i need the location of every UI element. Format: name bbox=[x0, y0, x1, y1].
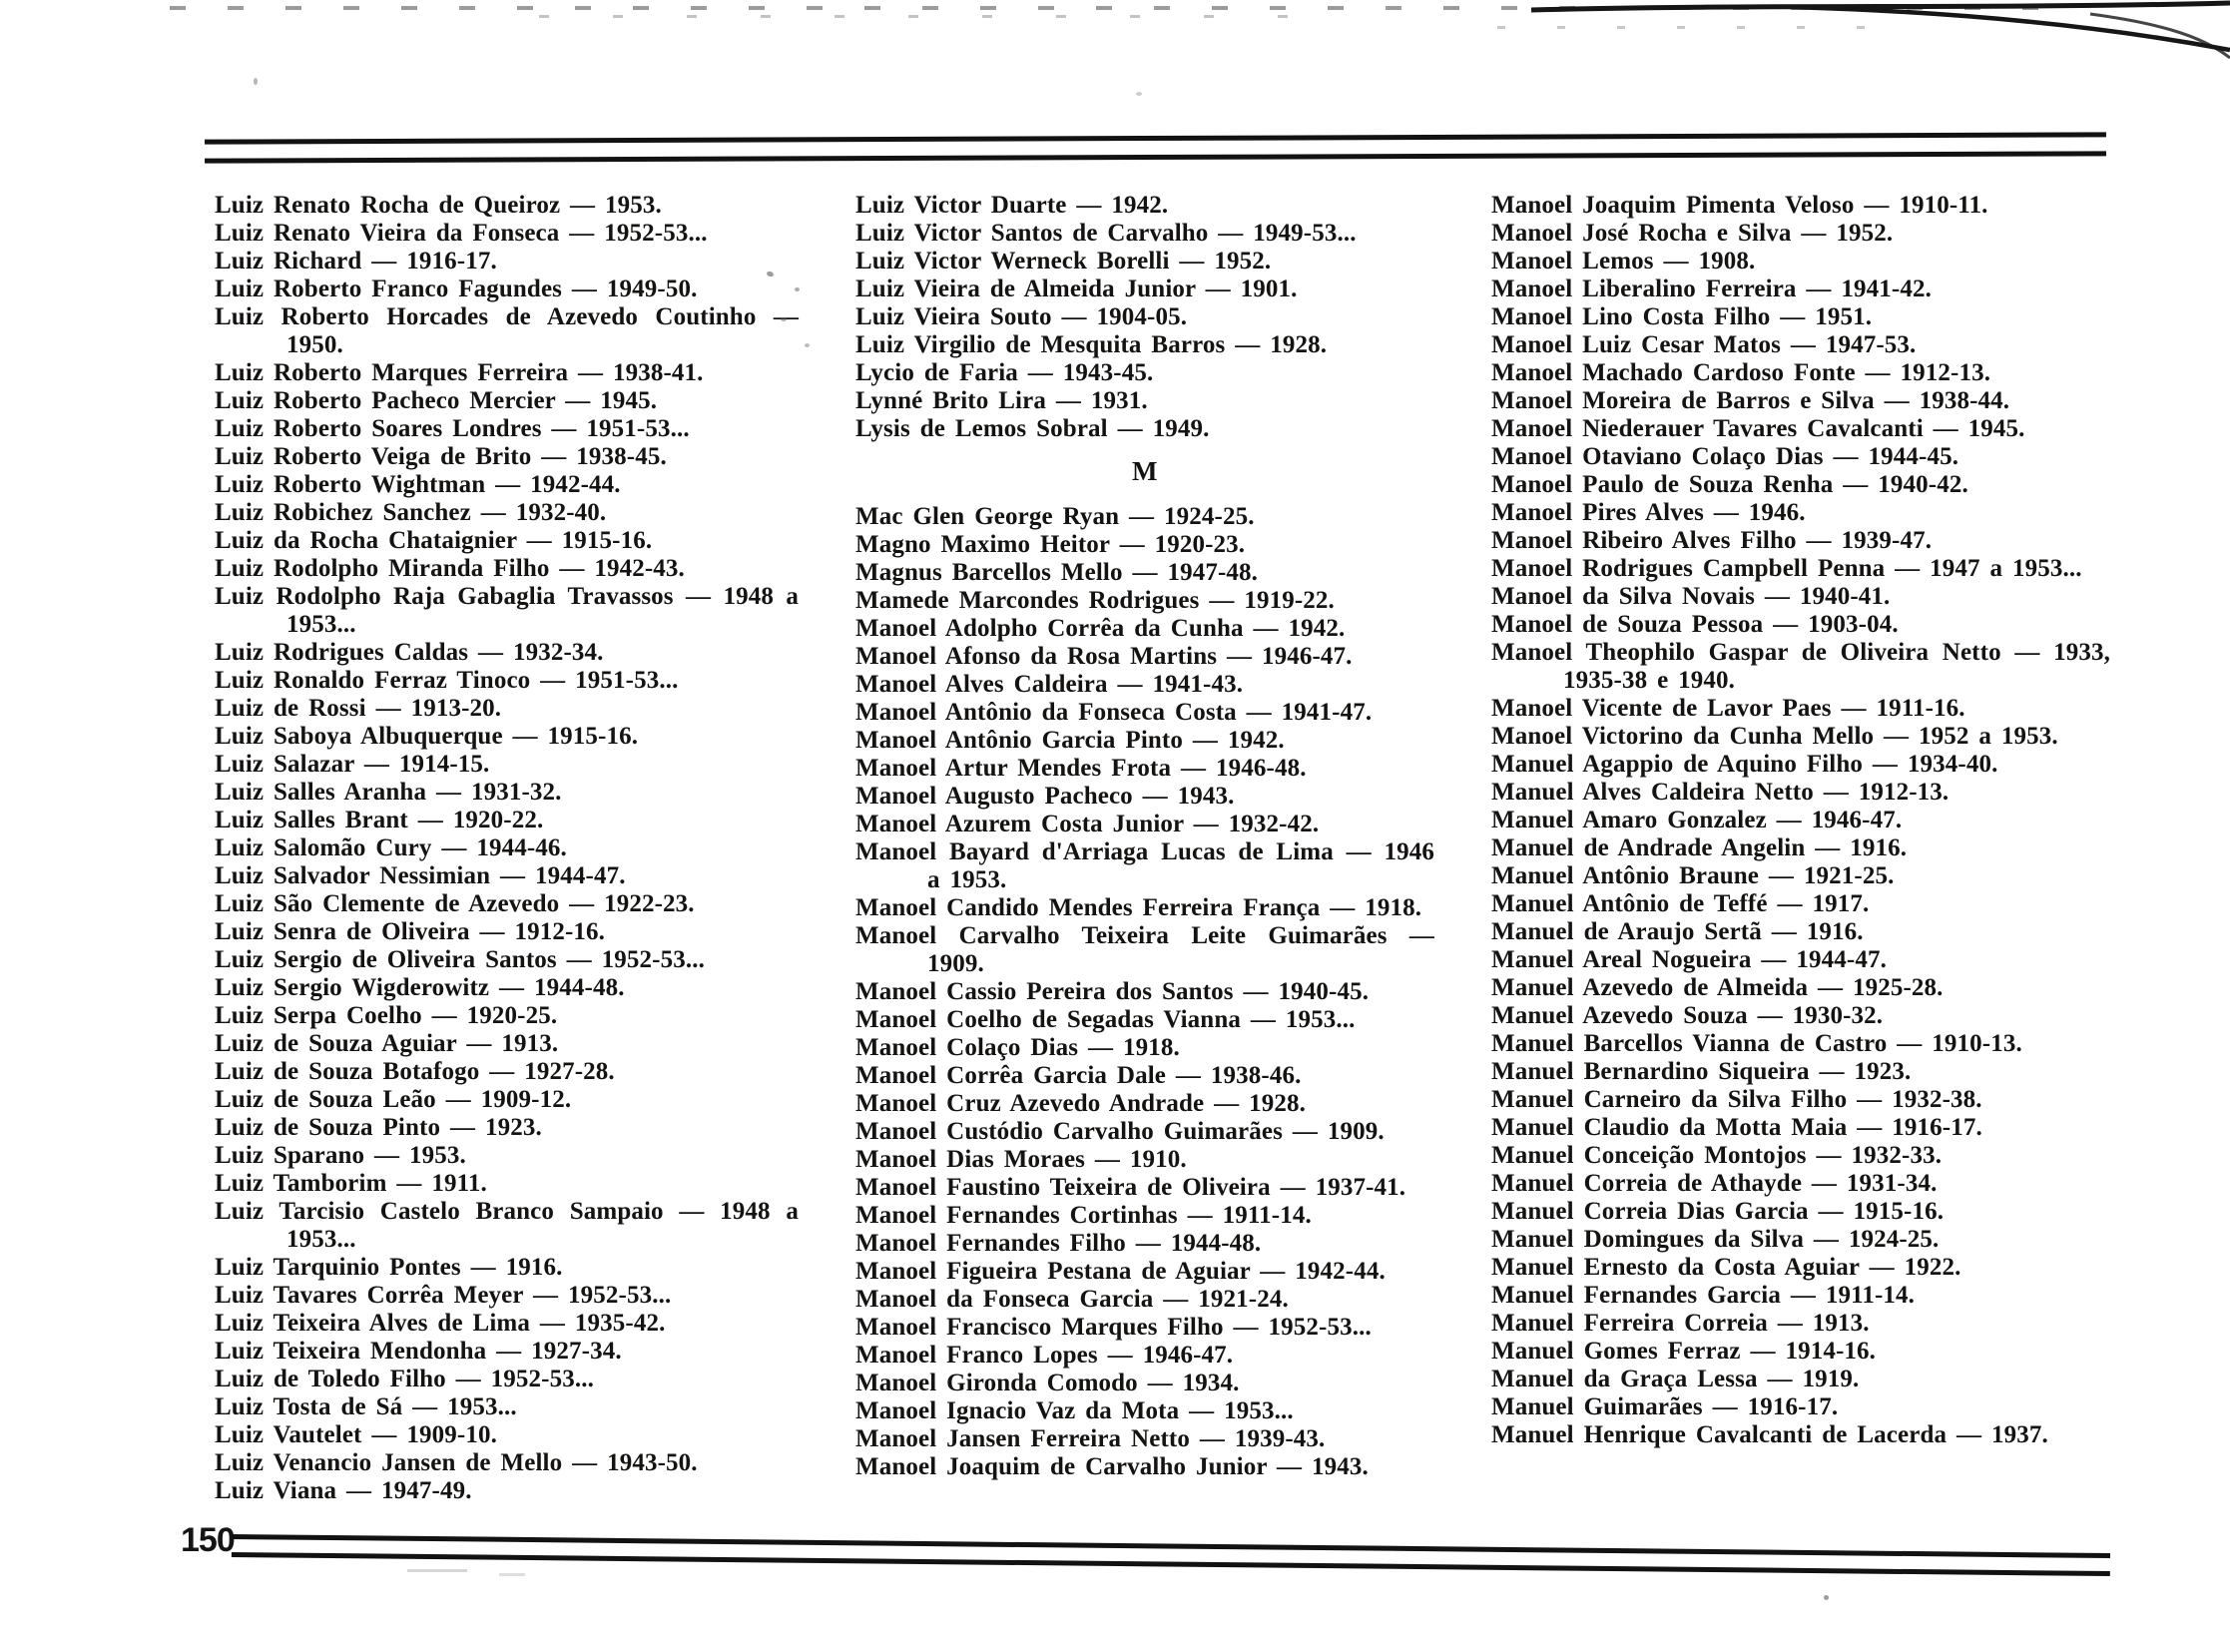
directory-entry: Luiz Viana — 1947-49. bbox=[215, 1477, 472, 1504]
directory-entry: Manoel Ignacio Vaz da Mota — 1953... bbox=[855, 1397, 1294, 1424]
scan-speck bbox=[254, 78, 258, 85]
directory-entry: Manuel Alves Caldeira Netto — 1912-13. bbox=[1491, 779, 1950, 806]
directory-entry: Manoel Cruz Azevedo Andrade — 1928. bbox=[855, 1090, 1307, 1117]
directory-entry: Manoel Victorino da Cunha Mello — 1952 a 1953. bbox=[1491, 723, 2058, 750]
directory-entry: Luiz de Toledo Filho — 1952-53... bbox=[215, 1366, 595, 1392]
directory-entry: Manoel Bayard d'Arriaga Lucas de Lima — 1946 a 1953. bbox=[855, 838, 1434, 893]
directory-entry: Manoel Fernandes Filho — 1944-48. bbox=[855, 1230, 1262, 1257]
scan-speck bbox=[407, 1569, 467, 1572]
directory-entry: Luiz Senra de Oliveira — 1912-16. bbox=[215, 918, 606, 945]
directory-entry: Manoel Lino Costa Filho — 1951. bbox=[1491, 303, 1873, 330]
directory-entry: Luiz da Rocha Chataignier — 1915-16. bbox=[215, 527, 653, 554]
directory-entry: Manoel Joaquim Pimenta Veloso — 1910-11. bbox=[1491, 192, 1988, 219]
directory-entry: Manoel José Rocha e Silva — 1952. bbox=[1491, 220, 1894, 247]
top-double-rule bbox=[205, 132, 2106, 163]
directory-entry: Manoel Otaviano Colaço Dias — 1944-45. bbox=[1491, 443, 1959, 470]
directory-entry: Manuel Agappio de Aquino Filho — 1934-40. bbox=[1491, 751, 1998, 778]
directory-entry: Manoel Francisco Marques Filho — 1952-53... bbox=[855, 1314, 1372, 1341]
directory-entry: Manoel Luiz Cesar Matos — 1947-53. bbox=[1491, 331, 1917, 358]
directory-entry: Manoel Theophilo Gaspar de Oliveira Netto — 1933, 1935-38 e 1940. bbox=[1491, 639, 2110, 694]
directory-entry: Luiz de Rossi — 1913-20. bbox=[215, 695, 502, 722]
directory-entry: Luiz Rodrigues Caldas — 1932-34. bbox=[215, 639, 604, 666]
directory-entry: Manuel Antônio de Teffé — 1917. bbox=[1491, 890, 1870, 917]
directory-entry: Manoel Colaço Dias — 1918. bbox=[855, 1034, 1180, 1061]
directory-entry: Luiz Salomão Cury — 1944-46. bbox=[215, 834, 567, 861]
directory-entry: Manoel Machado Cardoso Fonte — 1912-13. bbox=[1491, 359, 1991, 386]
directory-entry: Magno Maximo Heitor — 1920-23. bbox=[855, 531, 1246, 558]
directory-entry: Manoel Artur Mendes Frota — 1946-48. bbox=[855, 755, 1307, 782]
directory-entry: Luiz Roberto Horcades de Azevedo Coutinho — 1950. bbox=[215, 303, 799, 358]
directory-entry: Luiz Sergio Wigderowitz — 1944-48. bbox=[215, 974, 625, 1001]
directory-entry: Manoel Paulo de Souza Renha — 1940-42. bbox=[1491, 471, 1968, 498]
scan-speck bbox=[781, 317, 787, 321]
directory-entry: Luiz de Souza Pinto — 1923. bbox=[215, 1114, 542, 1141]
directory-entry: Luiz Venancio Jansen de Mello — 1943-50. bbox=[215, 1449, 698, 1476]
directory-entry: Manoel Faustino Teixeira de Oliveira — 1937-41. bbox=[855, 1174, 1406, 1201]
column-1 bbox=[215, 192, 799, 1505]
bottom-double-rule bbox=[232, 1534, 2110, 1576]
directory-entry: Luiz Tamborim — 1911. bbox=[215, 1170, 487, 1197]
directory-entry: Manoel Carvalho Teixeira Leite Guimarães — 1909. bbox=[855, 922, 1434, 977]
directory-entry: Luiz São Clemente de Azevedo — 1922-23. bbox=[215, 890, 695, 917]
directory-entry: Manoel Coelho de Segadas Vianna — 1953... bbox=[855, 1006, 1356, 1033]
directory-entry: Manoel Pires Alves — 1946. bbox=[1491, 499, 1806, 526]
directory-entry: Manoel Antônio Garcia Pinto — 1942. bbox=[855, 727, 1285, 754]
directory-entry: Luiz Roberto Soares Londres — 1951-53... bbox=[215, 415, 690, 442]
directory-entry: Manoel Lemos — 1908. bbox=[1491, 248, 1756, 275]
directory-entry: Magnus Barcellos Mello — 1947-48. bbox=[855, 559, 1259, 586]
directory-entry: Manuel de Araujo Sertã — 1916. bbox=[1491, 918, 1864, 945]
directory-entry: Luiz Vieira de Almeida Junior — 1901. bbox=[855, 275, 1298, 302]
directory-entry: Manuel da Graça Lessa — 1919. bbox=[1491, 1366, 1860, 1392]
directory-entry: Luiz Roberto Pacheco Mercier — 1945. bbox=[215, 387, 658, 414]
directory-entry: Manuel Fernandes Garcia — 1911-14. bbox=[1491, 1282, 1916, 1309]
directory-entry: Manuel Conceição Montojos — 1932-33. bbox=[1491, 1142, 1943, 1169]
directory-entry: Manoel Niederauer Tavares Cavalcanti — 1945. bbox=[1491, 415, 2025, 442]
scan-speck bbox=[805, 343, 810, 347]
directory-entry: Luiz Sergio de Oliveira Santos — 1952-53... bbox=[215, 946, 705, 973]
directory-entry: Manoel da Fonseca Garcia — 1921-24. bbox=[855, 1286, 1289, 1313]
directory-entry: Luiz Roberto Franco Fagundes — 1949-50. bbox=[215, 275, 698, 302]
directory-entry: Luiz Renato Rocha de Queiroz — 1953. bbox=[215, 192, 662, 219]
directory-entry: Luiz Renato Vieira da Fonseca — 1952-53... bbox=[215, 220, 708, 247]
column-3 bbox=[1491, 192, 2110, 1505]
directory-entry: Manuel Ernesto da Costa Aguiar — 1922. bbox=[1491, 1254, 1961, 1281]
directory-entry: Manuel Antônio Braune — 1921-25. bbox=[1491, 862, 1895, 889]
directory-entry: Luiz Salvador Nessimian — 1944-47. bbox=[215, 862, 626, 889]
directory-entry: Manoel de Souza Pessoa — 1903-04. bbox=[1491, 611, 1899, 638]
directory-entry: Manoel Franco Lopes — 1946-47. bbox=[855, 1342, 1234, 1369]
directory-entry: Manoel Custódio Carvalho Guimarães — 1909. bbox=[855, 1118, 1385, 1145]
directory-entry: Manoel Cassio Pereira dos Santos — 1940-45. bbox=[855, 978, 1370, 1005]
scan-speck bbox=[499, 1573, 525, 1576]
directory-entry: Manoel Augusto Pacheco — 1943. bbox=[855, 783, 1235, 810]
directory-entry: Manuel Ferreira Correia — 1913. bbox=[1491, 1310, 1870, 1337]
directory-entry: Manuel Gomes Ferraz — 1914-16. bbox=[1491, 1338, 1877, 1365]
directory-entry: Luiz Tavares Corrêa Meyer — 1952-53... bbox=[215, 1282, 672, 1309]
directory-entry: Luiz Roberto Wightman — 1942-44. bbox=[215, 471, 621, 498]
directory-entry: Manuel Claudio da Motta Maia — 1916-17. bbox=[1491, 1114, 1982, 1141]
directory-entry: Luiz Victor Santos de Carvalho — 1949-53... bbox=[855, 220, 1357, 247]
directory-entry: Manuel Correia Dias Garcia — 1915-16. bbox=[1491, 1198, 1945, 1225]
directory-entry: Mac Glen George Ryan — 1924-25. bbox=[855, 503, 1255, 530]
directory-columns bbox=[215, 192, 2110, 1505]
directory-entry: Manoel Alves Caldeira — 1941-43. bbox=[855, 671, 1244, 698]
directory-entry: Luiz Salazar — 1914-15. bbox=[215, 751, 490, 778]
directory-entry: Manuel de Andrade Angelin — 1916. bbox=[1491, 834, 1908, 861]
directory-entry: Luiz Roberto Marques Ferreira — 1938-41. bbox=[215, 359, 704, 386]
directory-entry: Manuel Henrique Cavalcanti de Lacerda — 1937. bbox=[1491, 1421, 2048, 1448]
directory-entry: Luiz Vautelet — 1909-10. bbox=[215, 1421, 497, 1448]
directory-entry: Manuel Azevedo Souza — 1930-32. bbox=[1491, 1002, 1884, 1029]
directory-entry: Manoel da Silva Novais — 1940-41. bbox=[1491, 583, 1891, 610]
directory-entry: Manuel Carneiro da Silva Filho — 1932-38. bbox=[1491, 1086, 1982, 1113]
directory-entry: Manoel Joaquim de Carvalho Junior — 1943. bbox=[855, 1453, 1369, 1480]
directory-entry: Manuel Areal Nogueira — 1944-47. bbox=[1491, 946, 1887, 973]
page-curl-artifact bbox=[1531, 0, 2230, 70]
directory-entry: Manoel Antônio da Fonseca Costa — 1941-47. bbox=[855, 699, 1373, 726]
scan-speck bbox=[1136, 92, 1142, 96]
directory-entry: Luiz Victor Duarte — 1942. bbox=[855, 192, 1169, 219]
directory-entry: Manoel Rodrigues Campbell Penna — 1947 a 1953... bbox=[1491, 555, 2082, 582]
directory-entry: Luiz Serpa Coelho — 1920-25. bbox=[215, 1002, 558, 1029]
directory-entry: Manoel Gironda Comodo — 1934. bbox=[855, 1370, 1240, 1396]
directory-entry: Manuel Domingues da Silva — 1924-25. bbox=[1491, 1226, 1940, 1253]
directory-entry: Manoel Ribeiro Alves Filho — 1939-47. bbox=[1491, 527, 1933, 554]
directory-entry: Manuel Bernardino Siqueira — 1923. bbox=[1491, 1058, 1912, 1085]
directory-entry: Luiz Rodolpho Raja Gabaglia Travassos — 1948 a 1953... bbox=[215, 583, 799, 638]
directory-entry: Manoel Dias Moraes — 1910. bbox=[855, 1146, 1187, 1173]
directory-entry: Manoel Azurem Costa Junior — 1932-42. bbox=[855, 811, 1320, 837]
directory-entry: Manoel Corrêa Garcia Dale — 1938-46. bbox=[855, 1062, 1302, 1089]
scan-speck bbox=[1824, 1595, 1829, 1600]
directory-entry: Luiz Saboya Albuquerque — 1915-16. bbox=[215, 723, 639, 750]
directory-entry: Luiz Sparano — 1953. bbox=[215, 1142, 466, 1169]
directory-entry: Luiz Roberto Veiga de Brito — 1938-45. bbox=[215, 443, 667, 470]
directory-entry: Luiz Salles Brant — 1920-22. bbox=[215, 807, 544, 833]
directory-entry: Manoel Adolpho Corrêa da Cunha — 1942. bbox=[855, 615, 1346, 642]
directory-entry: Luiz de Souza Leão — 1909-12. bbox=[215, 1086, 572, 1113]
directory-entry: Manoel Candido Mendes Ferreira França — 1918. bbox=[855, 894, 1422, 921]
section-letter-heading: M bbox=[1131, 456, 1159, 486]
directory-entry: Luiz Ronaldo Ferraz Tinoco — 1951-53... bbox=[215, 667, 679, 694]
directory-entry: Luiz Richard — 1916-17. bbox=[215, 248, 497, 275]
directory-entry: Luiz Robichez Sanchez — 1932-40. bbox=[215, 499, 607, 526]
scan-noise-top-edge-2 bbox=[539, 15, 1298, 18]
page-number: 150 bbox=[181, 1521, 235, 1559]
directory-entry: Luiz Tarquinio Pontes — 1916. bbox=[215, 1254, 563, 1281]
directory-entry: Manoel Vicente de Lavor Paes — 1911-16. bbox=[1491, 695, 1965, 722]
directory-entry: Luiz de Souza Aguiar — 1913. bbox=[215, 1030, 559, 1057]
directory-entry: Lycio de Faria — 1943-45. bbox=[855, 359, 1154, 386]
directory-entry: Luiz de Souza Botafogo — 1927-28. bbox=[215, 1058, 615, 1085]
directory-entry: Manoel Liberalino Ferreira — 1941-42. bbox=[1491, 275, 1933, 302]
directory-entry: Luiz Virgilio de Mesquita Barros — 1928. bbox=[855, 331, 1328, 358]
directory-entry: Luiz Tarcisio Castelo Branco Sampaio — 1948 a 1953... bbox=[215, 1198, 799, 1253]
directory-entry: Lynné Brito Lira — 1931. bbox=[855, 387, 1148, 414]
directory-entry: Luiz Salles Aranha — 1931-32. bbox=[215, 779, 562, 806]
directory-entry: Manuel Azevedo de Almeida — 1925-28. bbox=[1491, 974, 1944, 1001]
directory-entry: Lysis de Lemos Sobral — 1949. bbox=[855, 415, 1210, 442]
directory-entry: Manuel Amaro Gonzalez — 1946-47. bbox=[1491, 807, 1903, 833]
directory-entry: Luiz Teixeira Alves de Lima — 1935-42. bbox=[215, 1310, 666, 1337]
column-2 bbox=[855, 192, 1434, 1505]
directory-entry: Manoel Jansen Ferreira Netto — 1939-43. bbox=[855, 1425, 1326, 1452]
directory-entry: Luiz Rodolpho Miranda Filho — 1942-43. bbox=[215, 555, 685, 582]
directory-entry: Manuel Barcellos Vianna de Castro — 1910-13. bbox=[1491, 1030, 2022, 1057]
directory-entry: Manoel Figueira Pestana de Aguiar — 1942-44. bbox=[855, 1258, 1386, 1285]
directory-entry: Manuel Guimarães — 1916-17. bbox=[1491, 1393, 1839, 1420]
directory-entry: Manuel Correia de Athayde — 1931-34. bbox=[1491, 1170, 1938, 1197]
directory-entry: Luiz Victor Werneck Borelli — 1952. bbox=[855, 248, 1272, 275]
scan-speck bbox=[795, 287, 800, 291]
directory-entry: Manoel Afonso da Rosa Martins — 1946-47. bbox=[855, 643, 1353, 670]
directory-entry: Luiz Teixeira Mendonha — 1927-34. bbox=[215, 1338, 622, 1365]
directory-entry: Manoel Moreira de Barros e Silva — 1938-44. bbox=[1491, 387, 2010, 414]
directory-entry: Mamede Marcondes Rodrigues — 1919-22. bbox=[855, 587, 1335, 614]
directory-entry: Luiz Vieira Souto — 1904-05. bbox=[855, 303, 1188, 330]
directory-entry: Luiz Tosta de Sá — 1953... bbox=[215, 1393, 517, 1420]
directory-entry: Manoel Fernandes Cortinhas — 1911-14. bbox=[855, 1202, 1312, 1229]
